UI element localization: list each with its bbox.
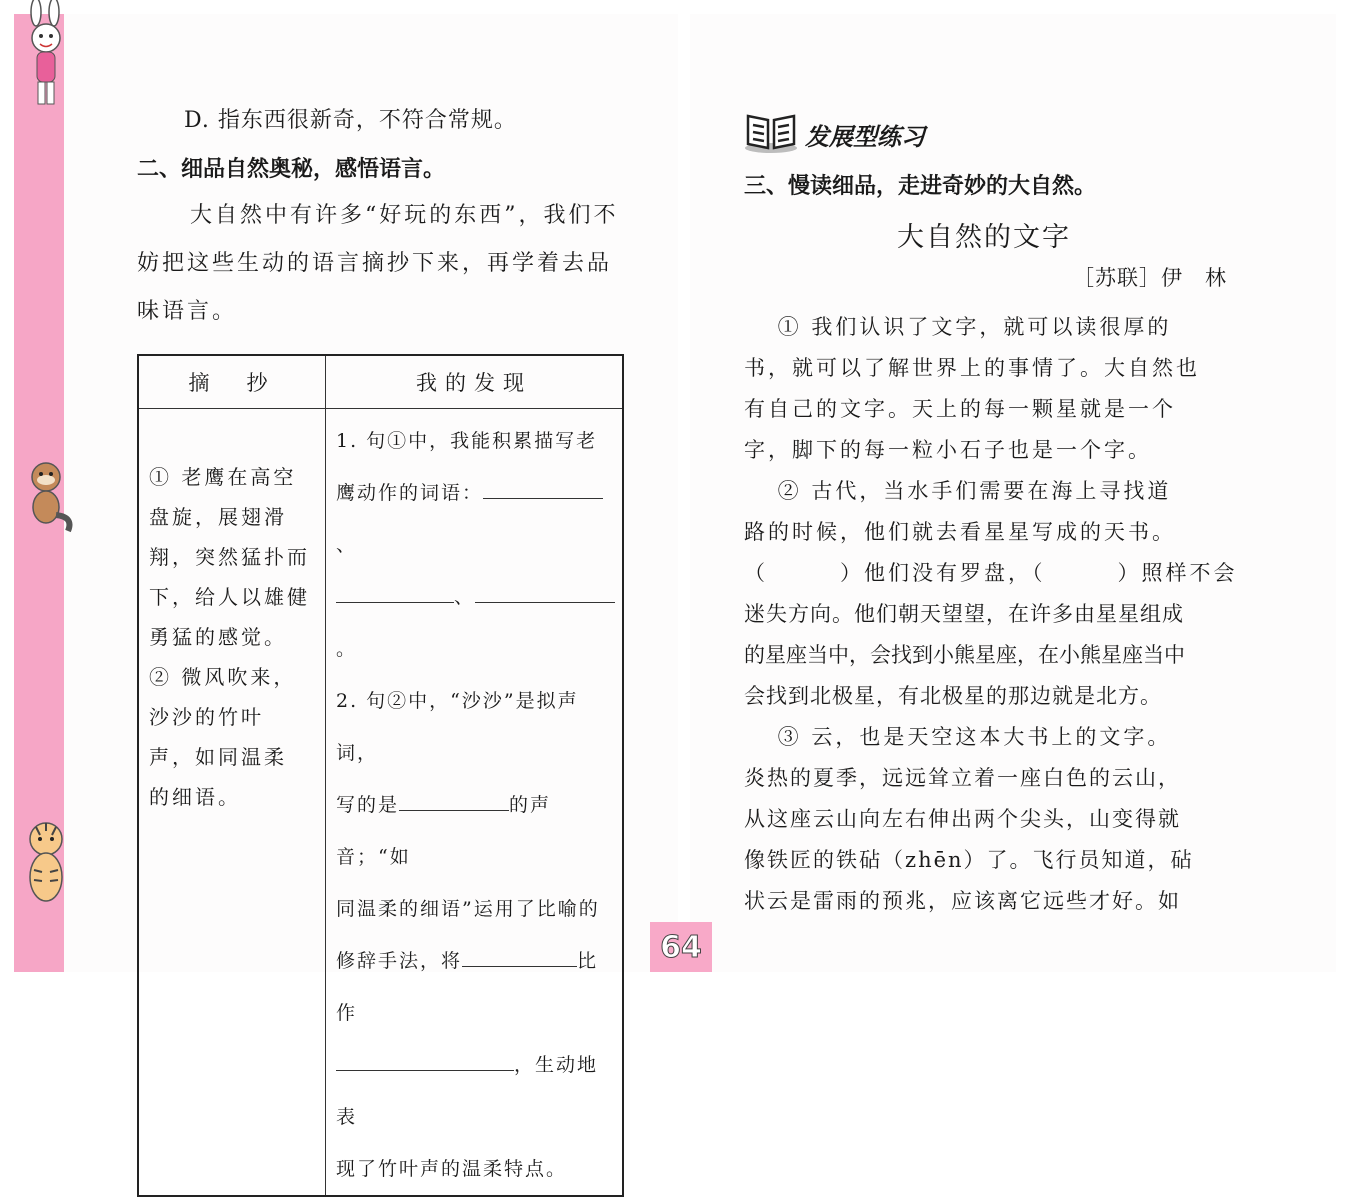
excerpt-line: 勇猛的感觉。 <box>149 625 287 649</box>
excerpt-cell <box>138 409 326 1197</box>
article-line: 从这座云山向左右伸出两个尖头，山变得就 <box>744 807 1181 831</box>
article-line: 字，脚下的每一粒小石子也是一个字。 <box>744 438 1152 462</box>
article-line: 炎热的夏季，远远耸立着一座白色的云山， <box>744 766 1181 790</box>
article-line: 迷失方向。他们朝天望望，在许多由星星组成 <box>744 602 1184 626</box>
answer-blank[interactable] <box>399 786 509 811</box>
findings-cell <box>326 409 624 1197</box>
q2-text: 写的是 <box>336 794 400 816</box>
q1-line-1: 1. 句①中，我能积累描写老 <box>336 430 598 452</box>
table-header-excerpt: 摘 抄 <box>138 355 326 409</box>
q1-prompt: 鹰动作的词语： <box>336 482 484 504</box>
answer-blank[interactable] <box>475 578 615 603</box>
q2-line-3: 同温柔的细语”运用了比喻的 <box>336 898 600 920</box>
excerpt-line: 下，给人以雄健 <box>149 585 310 609</box>
q1-line-3 <box>336 571 616 675</box>
raccoon-mascot-icon <box>14 455 78 535</box>
excerpt-line: 翔，突然猛扑而 <box>149 545 310 569</box>
answer-blank[interactable] <box>336 578 454 603</box>
excerpt-line: 盘旋，展翅滑 <box>149 505 287 529</box>
q2-line-4 <box>336 935 616 1039</box>
section-3-heading: 三、慢读细品，走进奇妙的大自然。 <box>744 174 1097 199</box>
excerpt-line: ① 老鹰在高空 <box>149 465 297 489</box>
section-2-heading: 二、细品自然奥秘，感悟语言。 <box>137 157 446 182</box>
q2-text: 修辞手法，将 <box>336 950 463 972</box>
page-number-badge <box>650 922 712 972</box>
practice-banner-label: 发展型练习 <box>805 123 925 151</box>
article-line: 会找到北极星，有北极星的那边就是北方。 <box>744 684 1162 708</box>
article-title: 大自然的文字 <box>897 222 1071 253</box>
q2-text: 比作 <box>336 950 599 1024</box>
article-line: 像铁匠的铁砧（zhēn）了。飞行员知道，砧 <box>744 848 1194 872</box>
article-line: ① 我们认识了文字，就可以读很厚的 <box>744 315 1172 339</box>
intro-line-3: 味语言。 <box>137 299 238 324</box>
q2-line-1: 2. 句②中，“沙沙”是拟声词， <box>336 690 579 764</box>
article-line: ② 古代，当水手们需要在海上寻找道 <box>744 479 1172 503</box>
excerpt-line: ② 微风吹来， <box>149 665 297 689</box>
answer-blank[interactable] <box>336 1046 514 1071</box>
q2-line-2 <box>336 779 616 883</box>
tiger-mascot-icon <box>14 830 78 910</box>
article-line: （ ）他们没有罗盘，（ ）照样不会 <box>744 561 1238 585</box>
answer-blank[interactable] <box>462 942 577 967</box>
excerpt-line: 的细语。 <box>149 785 241 809</box>
article-line: 有自己的文字。天上的每一颗星就是一个 <box>744 397 1176 421</box>
excerpt-line: 沙沙的竹叶 <box>149 705 264 729</box>
intro-line-2: 妨把这些生动的语言摘抄下来，再学着去品 <box>137 251 613 276</box>
article-line: ③ 云，也是天空这本大书上的文字。 <box>744 725 1172 749</box>
option-d: D. 指东西很新奇，不符合常规。 <box>184 108 517 133</box>
q2-line-5 <box>336 1039 616 1143</box>
separator: 、 <box>336 534 358 556</box>
excerpt-line: 声，如同温柔 <box>149 745 287 769</box>
separator: 、 <box>454 586 476 608</box>
book-icon <box>744 110 798 158</box>
table-header-findings: 我的发现 <box>326 355 624 409</box>
intro-line-1: 大自然中有许多“好玩的东西”，我们不 <box>190 203 619 228</box>
article-author: ［苏联］伊 林 <box>1073 266 1227 290</box>
article-line: 状云是雷雨的预兆，应该离它远些才好。如 <box>744 889 1181 913</box>
article-line: 路的时候，他们就去看星星写成的天书。 <box>744 520 1176 544</box>
q2-line-6: 现了竹叶声的温柔特点。 <box>336 1158 568 1180</box>
rabbit-mascot-icon <box>14 20 78 100</box>
separator: 。 <box>336 638 358 660</box>
excerpt-table <box>137 354 624 1197</box>
q2-text: ，生动地表 <box>336 1054 599 1128</box>
article-line: 书，就可以了解世界上的事情了。大自然也 <box>744 356 1200 380</box>
answer-blank[interactable] <box>483 474 603 499</box>
article-line: 的星座当中，会找到小熊星座，在小熊星座当中 <box>744 643 1185 667</box>
q1-line-2 <box>336 467 616 571</box>
page-number: 64 <box>660 929 702 965</box>
q2-text: 的声音；“如 <box>336 794 552 868</box>
